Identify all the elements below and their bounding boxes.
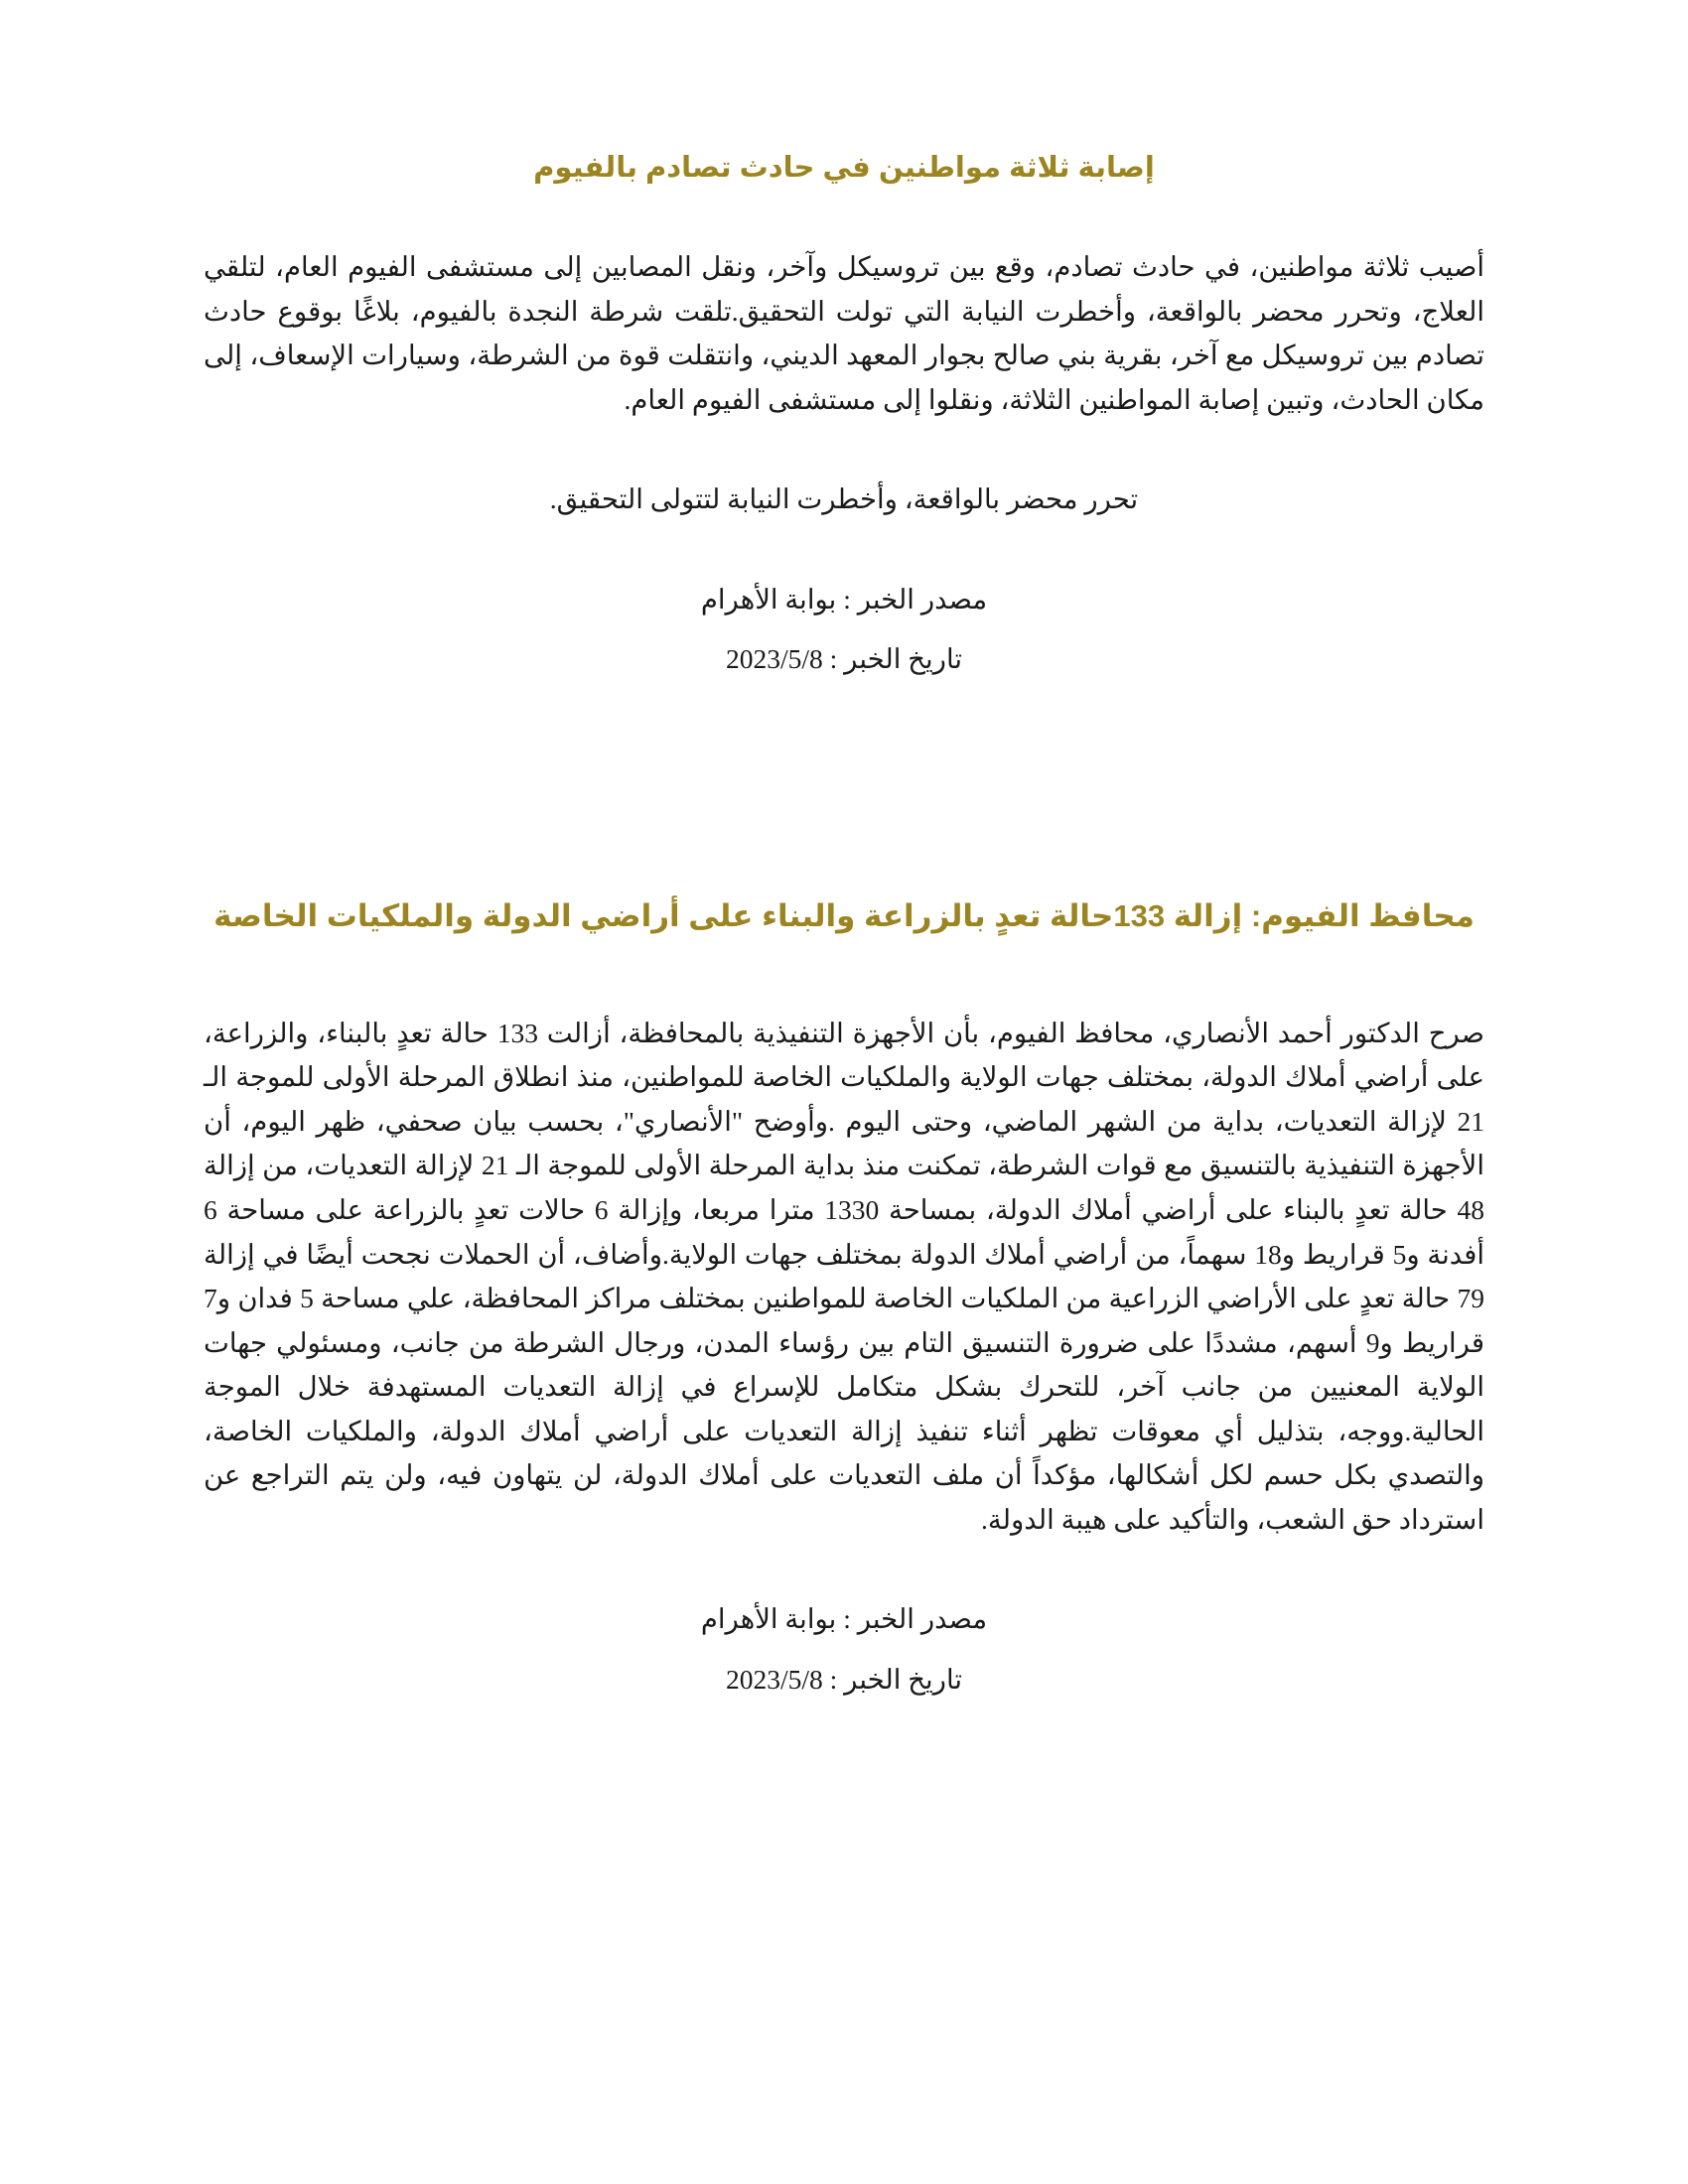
meta-spacer bbox=[204, 1575, 1484, 1597]
news-article-1 bbox=[204, 149, 1484, 682]
news-article-2 bbox=[204, 895, 1484, 1703]
article-1-paragraph-1: أصيب ثلاثة مواطنين، في حادث تصادم، وقع بين تروسيكل وآخر، ونقل المصابين إلى مستشفى الفيوم العام، لتلقي العلاج، وتحرر محضر بالواقعة، وأخطرت النيابة التي تولت التحقيق.تلقت شرطة النجدة بالفيوم، بلاغًا بوقوع حادث تصادم بين تروسيكل مع آخر، بقرية بني صالح بجوار المعهد الديني، وانتقلت قوة من الشرطة، وسيارات الإسعاف، إلى مكان الحادث، وتبين إصابة المواطنين الثلاثة، ونقلوا إلى مستشفى الفيوم العام. bbox=[204, 251, 1484, 415]
article-2-title: محافظ الفيوم: إزالة 133حالة تعدٍ بالزراعة والبناء على أراضي الدولة والملكيات الخاصة bbox=[213, 897, 1475, 933]
article-2-source: مصدر الخبر : بوابة الأهرام bbox=[700, 1603, 988, 1635]
article-1-title: إصابة ثلاثة مواطنين في حادث تصادم بالفيوم bbox=[533, 152, 1155, 184]
article-1-date: تاريخ الخبر : 2023/5/8 bbox=[725, 643, 962, 675]
article-2-date: تاريخ الخبر : 2023/5/8 bbox=[725, 1663, 962, 1695]
article-1-paragraph-2: تحرر محضر بالواقعة، وأخطرت النيابة لتتولى التحقيق. bbox=[549, 483, 1139, 515]
article-1-source: مصدر الخبر : بوابة الأهرام bbox=[700, 583, 988, 614]
paragraph-spacer bbox=[204, 456, 1484, 478]
article-2-paragraph-1: صرح الدكتور أحمد الأنصاري، محافظ الفيوم، بأن الأجهزة التنفيذية بالمحافظة، أزالت 133 حالة تعدٍ بالبناء، والزراعة، على أراضي أملاك الدولة، بمختلف جهات الولاية والملكيات الخاصة للمواطنين، منذ انطلاق المرحلة الأولى للموجة الـ 21 لإزالة التعديات، بداية من الشهر الماضي، وحتى اليوم .وأوضح "الأنصاري"، بحسب بيان صحفي، ظهر اليوم، أن الأجهزة التنفيذية بالتنسيق مع قوات الشرطة، تمكنت منذ بداية المرحلة الأولى للموجة الـ 21 لإزالة التعديات، من إزالة 48 حالة تعدٍ بالبناء على أراضي أملاك الدولة، بمساحة 1330 مترا مربعا، وإزالة 6 حالات تعدٍ بالزراعة على مساحة 6 أفدنة و5 قراريط و18 سهماً، من أراضي أملاك الدولة بمختلف جهات الولاية.وأضاف، أن الحملات نجحت أيضًا في إزالة 79 حالة تعدٍ على الأراضي الزراعية من الملكيات الخاصة للمواطنين بمختلف مراكز المحافظة، علي مساحة 5 فدان و7 قراريط و9 أسهم، مشددًا على ضرورة التنسيق التام بين رؤساء المدن، ورجال الشرطة من جانب، ومسئولي جهات الولاية المعنيين من جانب آخر، للتحرك بشكل متكامل للإسراع في إزالة التعديات المستهدفة خلال الموجة الحالية.ووجه، بتذليل أي معوقات تظهر أثناء تنفيذ إزالة التعديات على أراضي أملاك الدولة، والملكيات الخاصة، والتصدي بكل حسم لكل أشكالها، مؤكداً أن ملف التعديات على أملاك الدولة، لن يتهاون فيه، ولن يتم التراجع عن استرداد حق الشعب، والتأكيد على هيبة الدولة. bbox=[204, 1017, 1485, 1535]
article-separator bbox=[204, 682, 1484, 895]
meta-spacer bbox=[204, 556, 1484, 578]
